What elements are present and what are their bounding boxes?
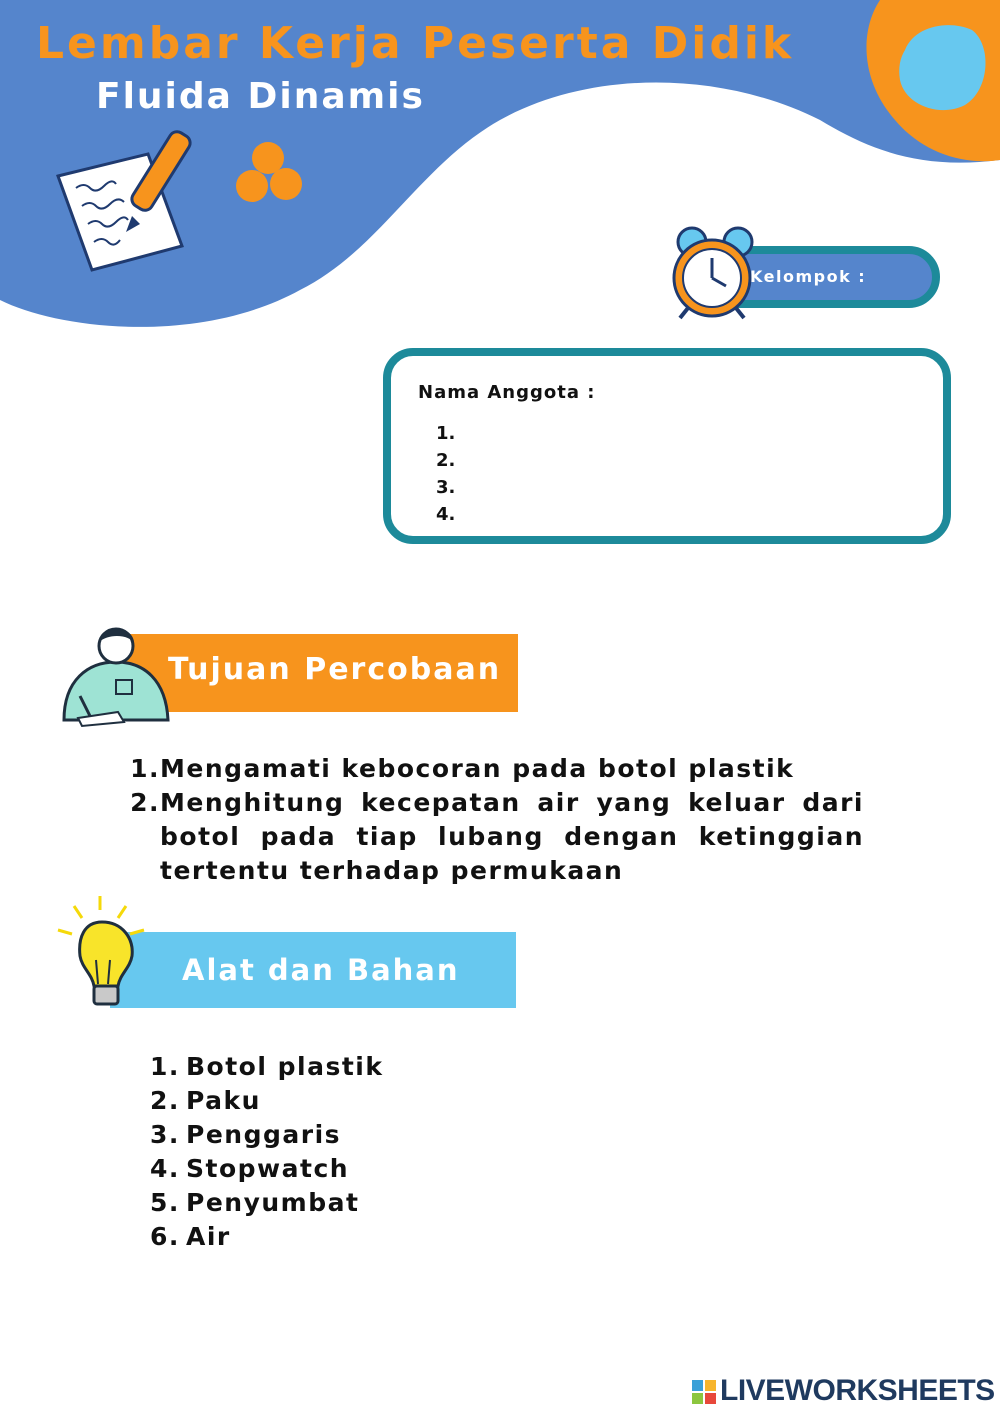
list-item	[150, 1084, 384, 1118]
brand-name: LIVEWORKSHEETS	[720, 1374, 995, 1407]
list-item	[150, 1050, 384, 1084]
goal-number: 2.	[130, 788, 160, 817]
student-writing-icon	[58, 620, 178, 730]
member-box	[383, 348, 951, 544]
tool-number: 5.	[150, 1188, 180, 1217]
group-label: Kelompok :	[750, 267, 867, 286]
light-bulb-icon	[54, 894, 154, 1010]
list-item	[150, 1152, 384, 1186]
member-number: 3.	[436, 477, 456, 498]
tool-text: Botol plastik	[186, 1052, 384, 1081]
tool-number: 3.	[150, 1120, 180, 1149]
goal-number: 1.	[130, 754, 160, 783]
member-number: 4.	[436, 504, 456, 525]
paper-and-pen-icon	[52, 128, 202, 278]
tool-number: 6.	[150, 1222, 180, 1251]
tool-number: 1.	[150, 1052, 180, 1081]
list-item	[128, 752, 864, 786]
member-number: 1.	[436, 423, 456, 444]
alarm-clock-icon	[664, 212, 760, 322]
worksheet-title: Lembar Kerja Peserta Didik	[36, 18, 795, 69]
tool-text: Penggaris	[186, 1120, 342, 1149]
list-item	[150, 1220, 384, 1254]
worksheet-subtitle: Fluida Dinamis	[96, 76, 425, 117]
tool-number: 2.	[150, 1086, 180, 1115]
member-title: Nama Anggota :	[418, 382, 596, 403]
goals-heading: Tujuan Percobaan	[168, 652, 502, 687]
list-item	[128, 786, 864, 888]
tools-list	[150, 1050, 384, 1254]
liveworksheets-mark-icon	[692, 1380, 716, 1404]
tool-text: Penyumbat	[186, 1188, 360, 1217]
list-item	[150, 1186, 384, 1220]
goals-list	[128, 752, 864, 888]
goal-text: Mengamati kebocoran pada botol plastik	[160, 754, 795, 783]
clover-icon	[234, 140, 304, 208]
goal-text: Menghitung kecepatan air yang keluar dari botol pada tiap lubang dengan ketinggian tertentu terhadap permukaan	[160, 788, 864, 885]
tool-number: 4.	[150, 1154, 180, 1183]
tool-text: Air	[186, 1222, 231, 1251]
tool-text: Stopwatch	[186, 1154, 350, 1183]
member-number: 2.	[436, 450, 456, 471]
tool-text: Paku	[186, 1086, 261, 1115]
liveworksheets-logo	[692, 1374, 995, 1408]
tools-heading: Alat dan Bahan	[182, 953, 460, 987]
list-item	[150, 1118, 384, 1152]
